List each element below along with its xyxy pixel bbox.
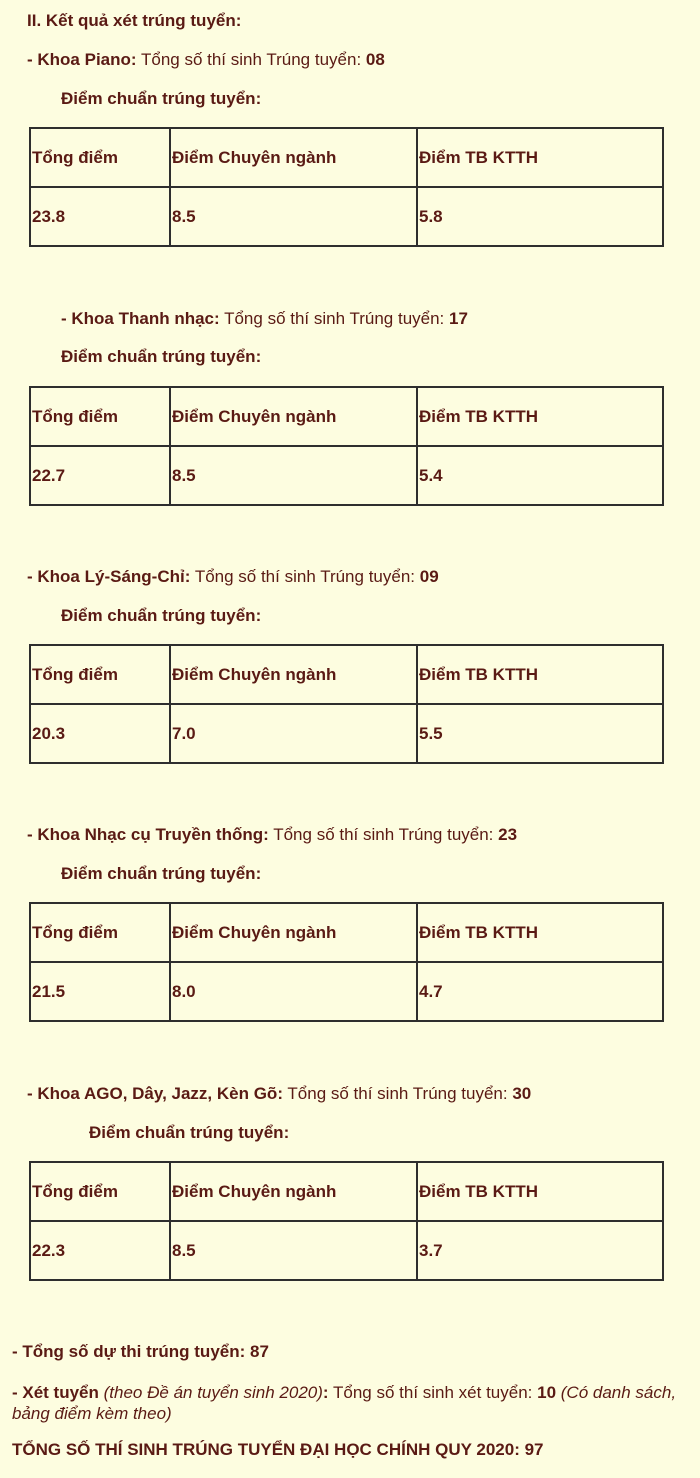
xet-tuyen-colon: : — [322, 1383, 329, 1402]
faculty-heading-ly-sang-chi — [27, 567, 439, 587]
score-major: 8.0 — [170, 962, 417, 1021]
header-major: Điểm Chuyên ngành — [170, 1162, 417, 1221]
header-total: Tổng điểm — [30, 1162, 170, 1221]
benchmark-label: Điểm chuẩn trúng tuyển: — [61, 89, 262, 108]
score-total: 22.3 — [30, 1221, 170, 1280]
header-total: Tổng điểm — [30, 387, 170, 446]
score-table-piano — [29, 127, 664, 247]
table-row — [30, 446, 663, 505]
section-title: II. Kết quả xét trúng tuyển: — [27, 11, 242, 30]
header-total: Tổng điểm — [30, 645, 170, 704]
score-avg: 3.7 — [417, 1221, 663, 1280]
faculty-count: 23 — [498, 825, 518, 844]
faculty-count-label: Tổng số thí sinh Trúng tuyển: — [287, 1084, 508, 1103]
faculty-heading-piano — [27, 50, 385, 70]
table-row — [30, 1221, 663, 1280]
xet-tuyen-paragraph — [12, 1382, 682, 1424]
faculty-count-label: Tổng số thí sinh Trúng tuyển: — [224, 309, 445, 328]
benchmark-label: Điểm chuẩn trúng tuyển: — [61, 347, 262, 366]
faculty-heading-thanh-nhac — [61, 309, 468, 329]
faculty-count-label: Tổng số thí sinh Trúng tuyển: — [273, 825, 494, 844]
score-table-nhac-cu-truyen-thong — [29, 902, 664, 1022]
grand-total: TỔNG SỐ THÍ SINH TRÚNG TUYỂN ĐẠI HỌC CHÍNH QUY 2020: 97 — [12, 1440, 544, 1459]
faculty-name: - Khoa AGO, Dây, Jazz, Kèn Gõ: — [27, 1084, 283, 1103]
table-row — [30, 187, 663, 246]
faculty-heading-nhac-cu-truyen-thong — [27, 825, 517, 845]
faculty-name: - Khoa Thanh nhạc: — [61, 309, 220, 328]
score-total: 20.3 — [30, 704, 170, 763]
benchmark-label: Điểm chuẩn trúng tuyển: — [61, 864, 262, 883]
xet-tuyen-label: - Xét tuyển — [12, 1383, 99, 1402]
faculty-count: 30 — [512, 1084, 532, 1103]
faculty-count: 08 — [365, 50, 385, 69]
score-table-ly-sang-chi — [29, 644, 664, 764]
xet-tuyen-note: (theo Đề án tuyển sinh 2020) — [103, 1383, 323, 1402]
table-row — [30, 962, 663, 1021]
score-avg: 5.8 — [417, 187, 663, 246]
faculty-heading-ago-day-jazz-ken-go — [27, 1084, 531, 1104]
total-exam-admitted: - Tổng số dự thi trúng tuyển: 87 — [12, 1342, 269, 1361]
benchmark-label: Điểm chuẩn trúng tuyển: — [89, 1123, 290, 1142]
table-header-row — [30, 387, 663, 446]
header-avg: Điểm TB KTTH — [417, 128, 663, 187]
table-header-row — [30, 903, 663, 962]
header-total: Tổng điểm — [30, 128, 170, 187]
header-total: Tổng điểm — [30, 903, 170, 962]
score-major: 8.5 — [170, 1221, 417, 1280]
faculty-count-label: Tổng số thí sinh Trúng tuyển: — [140, 50, 362, 69]
header-major: Điểm Chuyên ngành — [170, 387, 417, 446]
table-header-row — [30, 1162, 663, 1221]
score-avg: 5.4 — [417, 446, 663, 505]
score-major: 7.0 — [170, 704, 417, 763]
faculty-name: - Khoa Lý-Sáng-Chỉ: — [27, 567, 191, 586]
faculty-count: 09 — [419, 567, 439, 586]
faculty-count: 17 — [449, 309, 468, 328]
score-major: 8.5 — [170, 187, 417, 246]
header-major: Điểm Chuyên ngành — [170, 128, 417, 187]
score-table-ago-day-jazz-ken-go — [29, 1161, 664, 1281]
header-avg: Điểm TB KTTH — [417, 903, 663, 962]
score-total: 23.8 — [30, 187, 170, 246]
table-header-row — [30, 128, 663, 187]
score-major: 8.5 — [170, 446, 417, 505]
table-header-row — [30, 645, 663, 704]
faculty-name: - Khoa Piano: — [27, 50, 137, 69]
xet-tuyen-count: 10 — [532, 1383, 557, 1402]
xet-tuyen-attach: (Có danh sách, bảng điểm kèm theo) — [12, 1383, 677, 1423]
faculty-count-label: Tổng số thí sinh Trúng tuyển: — [194, 567, 415, 586]
score-table-thanh-nhac — [29, 386, 664, 506]
header-avg: Điểm TB KTTH — [417, 1162, 663, 1221]
table-row — [30, 704, 663, 763]
header-avg: Điểm TB KTTH — [417, 387, 663, 446]
faculty-name: - Khoa Nhạc cụ Truyền thống: — [27, 825, 269, 844]
header-avg: Điểm TB KTTH — [417, 645, 663, 704]
benchmark-label: Điểm chuẩn trúng tuyển: — [61, 606, 262, 625]
header-major: Điểm Chuyên ngành — [170, 645, 417, 704]
score-total: 22.7 — [30, 446, 170, 505]
score-total: 21.5 — [30, 962, 170, 1021]
header-major: Điểm Chuyên ngành — [170, 903, 417, 962]
score-avg: 4.7 — [417, 962, 663, 1021]
xet-tuyen-count-label: Tổng số thí sinh xét tuyển: — [328, 1383, 533, 1402]
score-avg: 5.5 — [417, 704, 663, 763]
